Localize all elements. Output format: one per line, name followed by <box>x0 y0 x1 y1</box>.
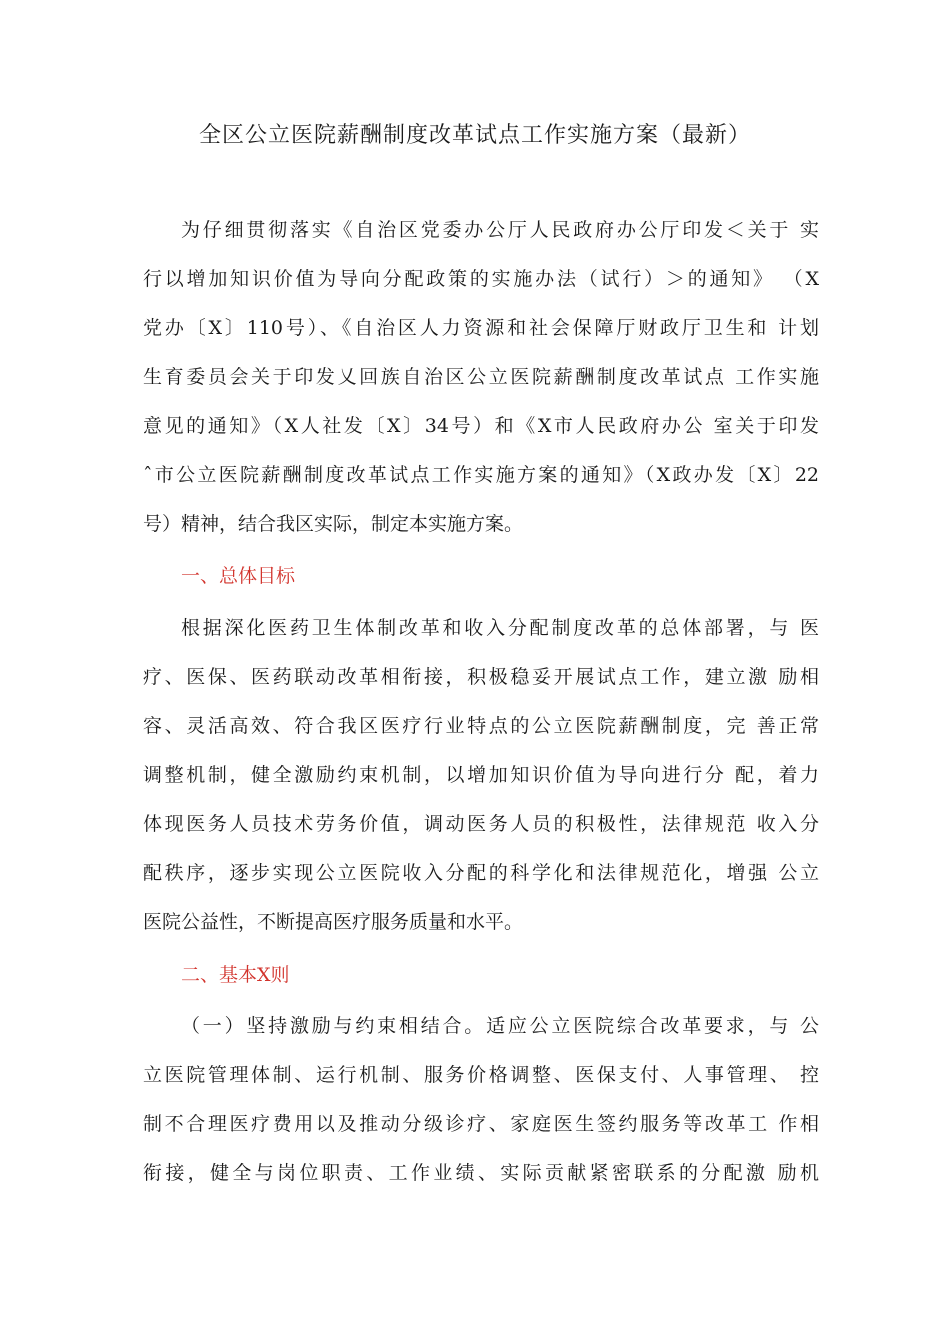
document-title: 全区公立医院薪酬制度改革试点工作实施方案（最新） <box>198 123 751 148</box>
intro-line-4: 生育委员会关于印发乂回族自治区公立医院薪酬制度改革试点 工作实施 <box>143 366 819 388</box>
intro-line-7: 号）精神，结合我区实际，制定本实施方案。 <box>143 513 524 535</box>
intro-line-2: 行以增加知识价值为导向分配政策的实施办法（试行）＞的通知》 （X <box>143 268 819 290</box>
intro-line-1: 为仔细贯彻落实《自治区党委办公厅人民政府办公厅印发＜关于 实 <box>181 219 819 241</box>
intro-line-5: 意见的通知》（X人社发〔X〕34号）和《X市人民政府办公 室关于印发 <box>143 415 819 437</box>
principles-line-4: 衔接，健全与岗位职责、工作业绩、实际贡献紧密联系的分配激 励机 <box>143 1162 819 1184</box>
section-heading-principles: 二、基本X则 <box>181 964 290 986</box>
goals-line-2: 疗、医保、医药联动改革相衔接，积极稳妥开展试点工作，建立激 励相 <box>143 666 819 688</box>
section-heading-goals: 一、总体目标 <box>181 565 296 587</box>
goals-line-3: 容、灵活高效、符合我区医疗行业特点的公立医院薪酬制度，完 善正常 <box>143 715 819 737</box>
goals-line-1: 根据深化医药卫生体制改革和收入分配制度改革的总体部署，与 医 <box>181 617 819 639</box>
goals-line-6: 配秩序，逐步实现公立医院收入分配的科学化和法律规范化，增强 公立 <box>143 862 819 884</box>
goals-line-7: 医院公益性，不断提高医疗服务质量和水平。 <box>143 911 524 933</box>
principles-line-2: 立医院管理体制、运行机制、服务价格调整、医保支付、人事管理、 控 <box>143 1064 819 1086</box>
goals-line-5: 体现医务人员技术劳务价值，调动医务人员的积极性，法律规范 收入分 <box>143 813 819 835</box>
principles-line-3: 制不合理医疗费用以及推动分级诊疗、家庭医生签约服务等改革工 作相 <box>143 1113 819 1135</box>
goals-line-4: 调整机制，健全激励约束机制，以增加知识价值为导向进行分 配，着力 <box>143 764 819 786</box>
intro-line-6: ˆ市公立医院薪酬制度改革试点工作实施方案的通知》（X政办发〔X〕22 <box>143 464 819 486</box>
principles-line-1: （一）坚持激励与约束相结合。适应公立医院综合改革要求，与 公 <box>181 1015 819 1037</box>
intro-line-3: 党办〔X〕110号）、《自治区人力资源和社会保障厅财政厅卫生和 计划 <box>143 317 819 339</box>
